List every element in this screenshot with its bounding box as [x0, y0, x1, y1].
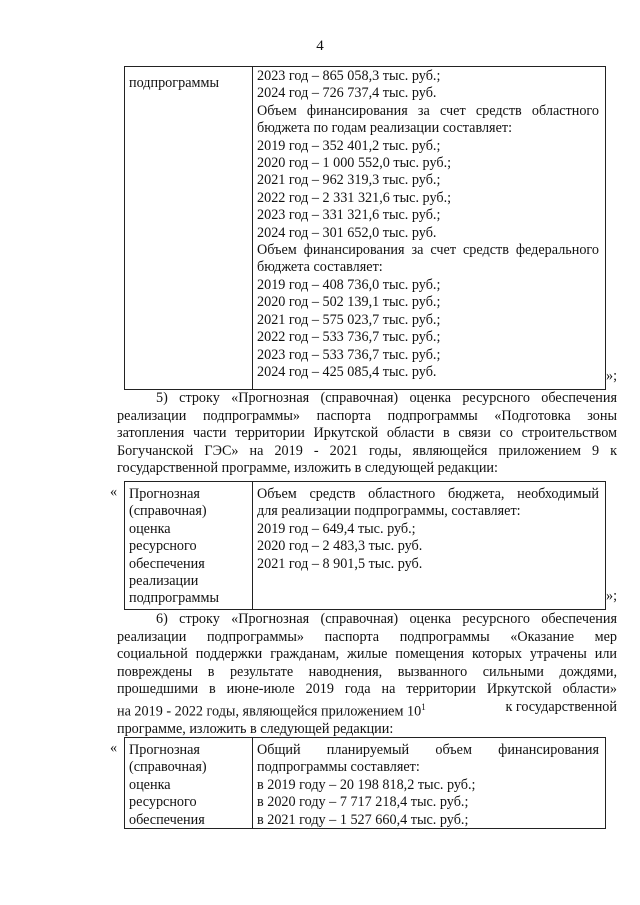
paragraph-6-line-tail: к государственной — [505, 698, 617, 715]
table1-line: 2021 год – 962 319,3 тыс. руб.; — [257, 172, 441, 189]
table3-right-line: в 2020 году – 7 717 218,4 тыс. руб.; — [257, 794, 469, 811]
table3-left-line: (справочная) — [129, 759, 207, 776]
table3-left-line: ресурсного — [129, 794, 197, 811]
funding-table-continued — [124, 66, 606, 390]
table2-left-line: реализации — [129, 573, 199, 590]
table3-opening-quote: « — [110, 740, 118, 756]
table1-closing-quote: »; — [606, 368, 618, 384]
table2-left-line: ресурсного — [129, 538, 197, 555]
table1-line: Объем финансирования за счет средств областного — [257, 102, 599, 119]
table2-closing-quote: »; — [606, 588, 618, 604]
table2-right-line: 2020 год – 2 483,3 тыс. руб. — [257, 538, 423, 555]
table2-right-line: Объем средств областного бюджета, необходимый — [257, 486, 599, 502]
paragraph-6-line: 6) строку «Прогнозная (справочная) оценка ресурсного обеспечения — [156, 611, 617, 627]
page-number: 4 — [316, 38, 324, 54]
table1-line: 2024 год – 726 737,4 тыс. руб. — [257, 85, 437, 102]
paragraph-6 — [117, 611, 617, 739]
table3-right-line: подпрограммы составляет: — [257, 759, 420, 776]
table1-line: 2022 год – 533 736,7 тыс. руб.; — [257, 329, 441, 346]
table1-line: бюджета составляет: — [257, 259, 383, 276]
appendix-superscript: 1 — [421, 701, 426, 712]
table2-left-line: Прогнозная — [129, 486, 200, 502]
paragraph-5 — [117, 390, 617, 478]
table3-right-line: в 2019 году – 20 198 818,2 тыс. руб.; — [257, 776, 476, 793]
table1-line: 2019 год – 352 401,2 тыс. руб.; — [257, 137, 441, 154]
table1-line: 2019 год – 408 736,0 тыс. руб.; — [257, 276, 441, 293]
table1-line: 2020 год – 502 139,1 тыс. руб.; — [257, 294, 441, 311]
table2-left-line: подпрограммы — [129, 590, 219, 607]
table1-line: 2022 год – 2 331 321,6 тыс. руб.; — [257, 189, 452, 206]
table3-left-line: обеспечения — [129, 811, 205, 828]
paragraph-6-line-text: на 2019 - 2022 годы, являющейся приложением 10 — [117, 703, 422, 720]
paragraph-5-line: реализации подпрограммы» паспорта подпрограммы «Подготовка зоны — [117, 407, 617, 424]
table2-left-line: (справочная) — [129, 503, 207, 520]
table2-right-line: 2021 год – 8 901,5 тыс. руб. — [257, 555, 423, 572]
paragraph-6-line-head — [117, 699, 426, 721]
table1-line: 2021 год – 575 023,7 тыс. руб.; — [257, 311, 441, 328]
table2-left-line: оценка — [129, 520, 171, 537]
table3-right-line: Общий планируемый объем финансирования — [257, 742, 599, 758]
table1-line: 2023 год – 331 321,6 тыс. руб.; — [257, 207, 441, 224]
table3-left-line: оценка — [129, 776, 171, 793]
table2-left-text — [125, 482, 252, 608]
table2-right-cell — [253, 482, 605, 609]
table2-right-line: для реализации подпрограммы, составляет: — [257, 503, 521, 520]
paragraph-5-line: Богучанской ГЭС» на 2019 - 2021 годы, являющейся приложением 9 к — [117, 442, 617, 459]
funding-table-5 — [124, 481, 606, 610]
table2-left-cell — [125, 482, 253, 609]
table3-left-text — [125, 738, 252, 829]
table3-right-cell — [253, 738, 605, 828]
paragraph-5-line: государственной программе, изложить в следующей редакции: — [117, 460, 498, 477]
table2-opening-quote: « — [110, 484, 118, 500]
paragraph-5-line: затопления части территории Иркутской области в связи со строительством — [117, 425, 617, 442]
table3-right-line: в 2021 году – 1 527 660,4 тыс. руб.; — [257, 811, 469, 828]
table1-line: 2023 год – 865 058,3 тыс. руб.; — [257, 68, 441, 84]
table3-left-cell — [125, 738, 253, 828]
paragraph-6-line: реализации подпрограммы» паспорта подпрограммы «Оказание мер — [117, 628, 617, 645]
table1-line: 2024 год – 425 085,4 тыс. руб. — [257, 363, 437, 380]
paragraph-6-line: программе, изложить в следующей редакции: — [117, 721, 394, 738]
table1-line: 2024 год – 301 652,0 тыс. руб. — [257, 224, 437, 241]
table1-line: бюджета по годам реализации составляет: — [257, 120, 513, 137]
funding-table-6 — [124, 737, 606, 829]
table2-right-line: 2019 год – 649,4 тыс. руб.; — [257, 520, 416, 537]
paragraph-6-line — [117, 699, 617, 721]
table2-left-line: обеспечения — [129, 555, 205, 572]
table1-left-cell — [125, 67, 253, 389]
paragraph-5-line: 5) строку «Прогнозная (справочная) оценка ресурсного обеспечения — [156, 390, 617, 406]
paragraph-6-line: прошедшими в июне-июле 2019 года на территории Иркутской области» — [117, 681, 617, 698]
table1-line: 2020 год – 1 000 552,0 тыс. руб.; — [257, 155, 452, 172]
table3-left-line: Прогнозная — [129, 742, 200, 758]
table1-left-label: подпрограммы — [129, 75, 219, 91]
paragraph-6-line: социальной поддержки гражданам, жилые помещения которых утрачены или — [117, 646, 617, 663]
table1-line: Объем финансирования за счет средств федерального — [257, 242, 599, 259]
paragraph-6-line: повреждены в результате наводнения, вызванного сильными дождями, — [117, 663, 617, 680]
table1-right-cell — [253, 67, 605, 389]
table1-line: 2023 год – 533 736,7 тыс. руб.; — [257, 346, 441, 363]
